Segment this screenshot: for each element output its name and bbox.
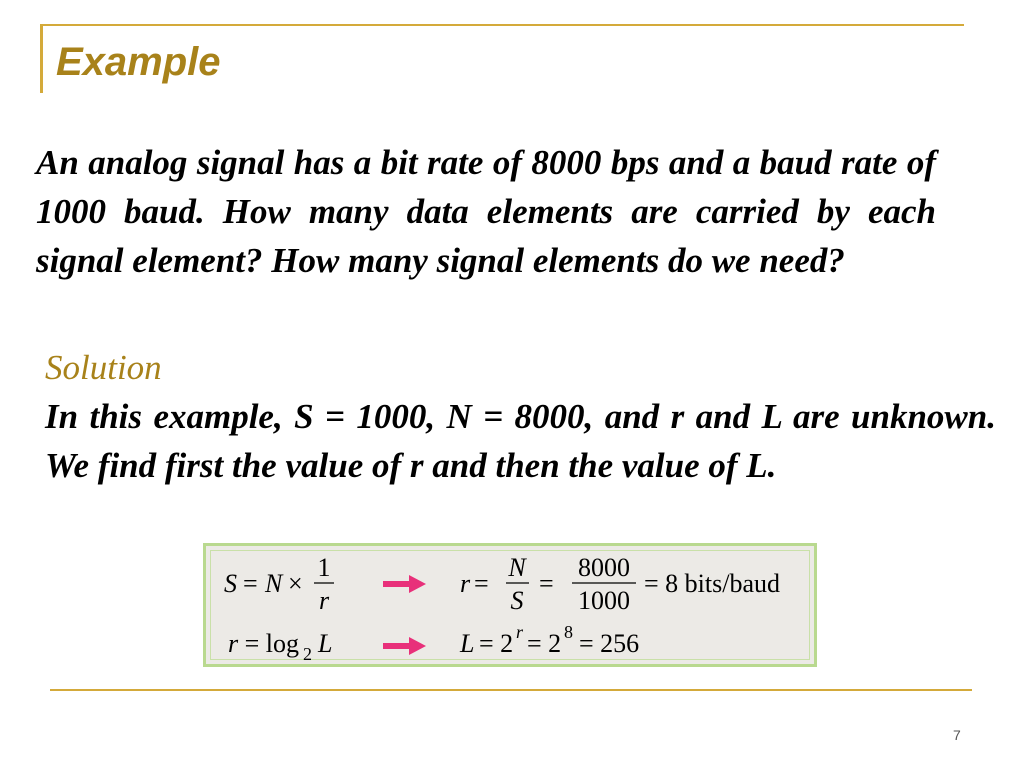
formula1-r: r <box>460 569 471 598</box>
formula1-eq2: = <box>474 569 489 598</box>
formula1-result: = 8 bits/baud <box>644 569 780 598</box>
formula-box <box>203 543 817 667</box>
problem-statement: An analog signal has a bit rate of 8000 bps and a baud rate of 1000 baud. How many data elements are carried by each signal element? How many signal elements do we need? <box>36 143 936 280</box>
formula-drawing <box>206 546 820 670</box>
formula1-S: S <box>224 569 237 598</box>
title-rule-vertical <box>40 26 43 93</box>
formula1-eq: = <box>243 569 258 598</box>
formula1-frac-den: r <box>318 586 330 615</box>
formula1-frac2-den: S <box>510 586 524 615</box>
formula2-result: = 256 <box>579 629 640 658</box>
formula1-frac-num: 1 <box>317 553 331 582</box>
formula2-eq1: = 2 <box>479 629 514 658</box>
formula2-L: L <box>318 629 333 658</box>
title-rule-horizontal <box>40 24 964 26</box>
right-arrow-icon <box>383 637 426 655</box>
formula2-rhs-L: L <box>460 629 475 658</box>
slide-title: Example <box>56 40 221 84</box>
page-number: 7 <box>953 727 961 743</box>
solution-text: In this example, S = 1000, N = 8000, and r and L are unknown. We find first the value of r and then the value of L. <box>45 397 996 485</box>
formula2-lhs: r = log <box>228 629 300 658</box>
formula1-frac2-num: N <box>508 553 526 582</box>
footer-rule <box>50 689 972 691</box>
formula2-sub: 2 <box>303 644 312 664</box>
right-arrow-icon <box>383 575 426 593</box>
solution-heading: Solution <box>45 348 162 387</box>
formula2-eq2: = 2 <box>527 629 562 658</box>
formula1-times: × <box>288 569 303 598</box>
formula2-sup-r: r <box>516 622 524 642</box>
formula1-N: N <box>265 569 283 598</box>
formula1-eq3: = <box>539 569 554 598</box>
formula1-frac3-num: 8000 <box>578 553 630 582</box>
formula1-frac3-den: 1000 <box>578 586 630 615</box>
formula2-sup-8: 8 <box>564 622 573 642</box>
